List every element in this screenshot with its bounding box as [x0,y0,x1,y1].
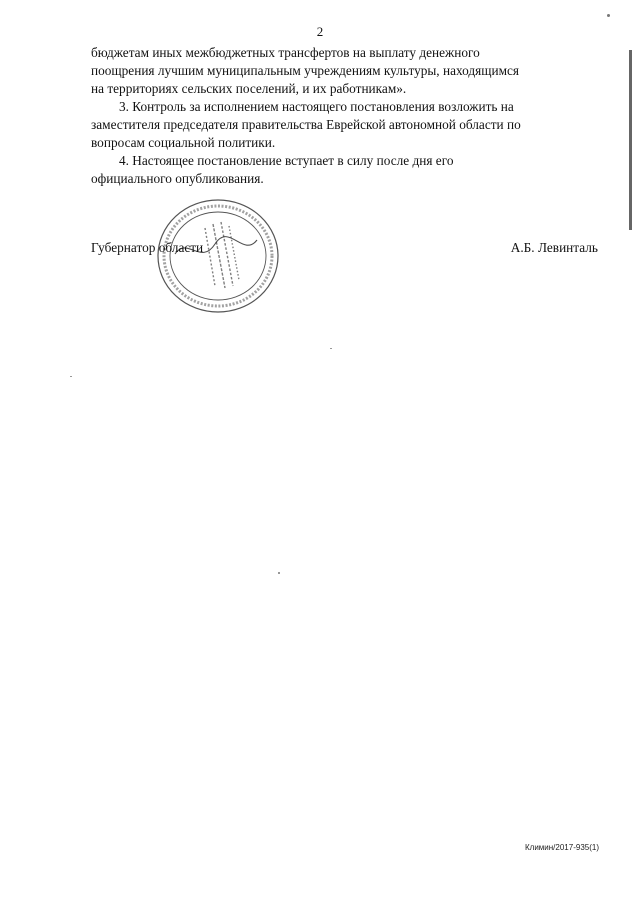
paragraph-4-line-2: официального опубликования. [91,171,264,186]
signatory-position: Губернатор области [91,240,204,255]
paragraph-continuation-line-3: на территориях сельских поселений, и их работникам». [91,81,407,96]
paragraph-3-line-3: вопросам социальной политики. [91,135,276,150]
document-body [91,44,598,188]
signatory-name: А.Б. Левинталь [510,240,598,255]
paragraph-continuation-line-2: поощрения лучшим муниципальным учреждениям культуры, находящимся [91,63,520,78]
scan-edge-mark [629,50,632,230]
document-code: Климин/2017-935(1) [525,843,599,852]
scan-speck [330,348,332,349]
scan-speck [278,572,280,574]
paragraph-3-line-2: заместителя председателя правительства Еврейской автономной области по [91,117,521,132]
paragraph-continuation-line-1: бюджетам иных межбюджетных трансфертов на выплату денежного [91,45,480,60]
signature-block [91,240,598,260]
page-number: 2 [316,24,324,39]
scan-speck [607,14,610,17]
paragraph-3-line-1: 3. Контроль за исполнением настоящего постановления возложить на [119,99,514,114]
scan-speck [70,376,72,377]
paragraph-4-line-1: 4. Настоящее постановление вступает в силу после дня его [119,153,454,168]
